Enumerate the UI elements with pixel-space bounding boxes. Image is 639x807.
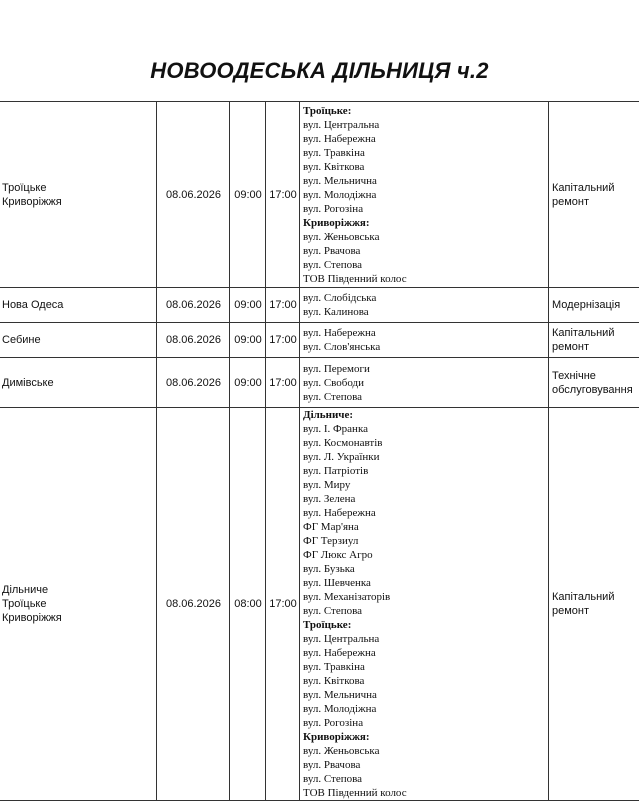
end-time-cell-line: 17:00 [269, 334, 297, 346]
settlement-cell-line: Дільниче [2, 584, 49, 596]
addresses-cell-line: вул. Степова [303, 258, 363, 271]
settlement-cell [0, 288, 157, 323]
settlement-cell [0, 102, 157, 288]
reason-cell [549, 323, 639, 358]
addresses-cell-line: Дільниче: [303, 409, 354, 421]
settlement-cell-line: Себине [2, 334, 41, 346]
addresses-cell [300, 323, 549, 358]
end-time-cell [266, 323, 300, 358]
end-time-cell-line: 17:00 [269, 299, 297, 311]
start-time-cell [230, 408, 266, 801]
end-time-cell [266, 408, 300, 801]
settlement-cell-line: Димівське [2, 376, 54, 389]
reason-cell-line: Модернізація [552, 299, 621, 311]
settlement-cell [0, 323, 157, 358]
settlement-cell-line: Троїцьке [2, 181, 47, 194]
end-time-cell [266, 288, 300, 323]
date-cell [157, 358, 230, 408]
addresses-cell-line: вул. Степова [303, 773, 363, 785]
addresses-cell-line: вул. Шевченка [303, 577, 371, 589]
addresses-cell-line: вул. Набережна [303, 132, 376, 145]
addresses-cell-line: вул. Квіткова [303, 160, 365, 173]
start-time-cell [230, 288, 266, 323]
addresses-cell-line: вул. Травкіна [303, 146, 365, 159]
addresses-cell-line: вул. Женьовська [303, 745, 380, 757]
addresses-cell-line: Троїцьке: [303, 104, 352, 117]
reason-cell-line: ремонт [552, 195, 590, 208]
addresses-cell-line: вул. Свободи [303, 376, 365, 389]
addresses-cell-line: вул. Перемоги [303, 362, 370, 375]
addresses-cell-line: ФГ Терзиул [303, 535, 359, 547]
settlement-cell-line: Нова Одеса [2, 299, 64, 311]
addresses-cell-line: вул. Миру [303, 479, 351, 491]
addresses-cell-line: Криворіжжя: [303, 216, 370, 229]
addresses-cell-line: вул. Рогозіна [303, 202, 364, 215]
addresses-cell-line: вул. Зелена [303, 493, 356, 505]
start-time-cell [230, 323, 266, 358]
start-time-cell-line: 09:00 [234, 376, 262, 389]
addresses-cell-line: вул. Космонавтів [303, 437, 383, 449]
reason-cell-line: ремонт [552, 341, 590, 353]
addresses-cell-line: вул. І. Франка [303, 423, 369, 435]
outage-schedule-table [0, 101, 639, 801]
date-cell-line: 08.06.2026 [165, 598, 222, 610]
addresses-cell-line: вул. Калинова [303, 306, 369, 318]
end-time-cell [266, 358, 300, 408]
addresses-cell-line: вул. Механізаторів [303, 591, 391, 603]
date-cell [157, 408, 230, 801]
date-cell-line: 08.06.2026 [165, 334, 222, 346]
addresses-cell-line: Троїцьке: [303, 619, 352, 631]
addresses-cell-line: Криворіжжя: [303, 731, 370, 743]
table-row [0, 102, 639, 288]
end-time-cell-line: 17:00 [269, 188, 297, 201]
table-row [0, 288, 639, 323]
reason-cell-line: Капітальний [552, 327, 615, 339]
addresses-cell-line: вул. Центральна [303, 118, 380, 131]
settlement-cell [0, 358, 157, 408]
table-row [0, 358, 639, 408]
reason-cell [549, 408, 639, 801]
addresses-cell-line: вул. Молодіжна [303, 188, 377, 201]
addresses-cell [300, 288, 549, 323]
reason-cell-line: ремонт [552, 605, 590, 617]
addresses-cell-line: вул. Квіткова [303, 675, 365, 687]
addresses-cell-line: ФГ Мар'яна [303, 521, 359, 533]
table-row [0, 323, 639, 358]
start-time-cell-line: 09:00 [234, 188, 262, 201]
end-time-cell-line: 17:00 [269, 376, 297, 389]
addresses-cell-line: вул. Центральна [303, 633, 380, 645]
table-row [0, 408, 639, 801]
addresses-cell-line: вул. Рвачова [303, 759, 361, 771]
addresses-cell-line: вул. Мельнична [303, 174, 377, 187]
addresses-cell-line: вул. Л. Українки [303, 451, 380, 463]
addresses-cell-line: вул. Степова [303, 390, 363, 403]
addresses-cell-line: вул. Слов'янська [303, 341, 381, 353]
reason-cell-line: обслуговування [552, 383, 633, 396]
page-title: НОВООДЕСЬКА ДІЛЬНИЦЯ ч.2 [150, 58, 489, 83]
addresses-cell-line: вул. Набережна [303, 647, 376, 659]
addresses-cell-line: вул. Слобідська [303, 292, 377, 304]
end-time-cell-line: 17:00 [269, 598, 297, 610]
addresses-cell-line: ТОВ Південний колос [303, 787, 407, 799]
addresses-cell-line: ТОВ Південний колос [303, 272, 407, 285]
addresses-cell-line: вул. Набережна [303, 327, 376, 339]
start-time-cell-line: 09:00 [234, 334, 262, 346]
settlement-cell-line: Троїцьке [2, 598, 47, 610]
start-time-cell [230, 102, 266, 288]
addresses-cell-line: вул. Степова [303, 605, 363, 617]
settlement-cell-line: Криворіжжя [2, 195, 62, 208]
start-time-cell-line: 09:00 [234, 299, 262, 311]
addresses-cell-line: вул. Рвачова [303, 244, 361, 257]
addresses-cell-line: вул. Женьовська [303, 230, 380, 243]
date-cell [157, 288, 230, 323]
reason-cell-line: Капітальний [552, 591, 615, 603]
date-cell [157, 323, 230, 358]
addresses-cell-line: вул. Бузька [303, 563, 355, 575]
addresses-cell-line: вул. Рогозіна [303, 717, 364, 729]
reason-cell-line: Технічне [552, 369, 596, 382]
addresses-cell [300, 408, 549, 801]
reason-cell-line: Капітальний [552, 181, 615, 194]
addresses-cell-line: вул. Травкіна [303, 661, 365, 673]
settlement-cell-line: Криворіжжя [2, 612, 62, 624]
date-cell-line: 08.06.2026 [165, 188, 222, 201]
addresses-cell [300, 358, 549, 408]
addresses-cell-line: вул. Патріотів [303, 465, 369, 477]
settlement-cell [0, 408, 157, 801]
reason-cell [549, 358, 639, 408]
start-time-cell-line: 08:00 [234, 598, 262, 610]
addresses-cell-line: вул. Набережна [303, 507, 376, 519]
reason-cell [549, 102, 639, 288]
start-time-cell [230, 358, 266, 408]
date-cell-line: 08.06.2026 [165, 299, 222, 311]
addresses-cell-line: вул. Мельнична [303, 689, 377, 701]
reason-cell [549, 288, 639, 323]
date-cell-line: 08.06.2026 [165, 376, 222, 389]
end-time-cell [266, 102, 300, 288]
addresses-cell [300, 102, 549, 288]
addresses-cell-line: вул. Молодіжна [303, 703, 377, 715]
date-cell [157, 102, 230, 288]
addresses-cell-line: ФГ Люкс Агро [303, 549, 373, 561]
